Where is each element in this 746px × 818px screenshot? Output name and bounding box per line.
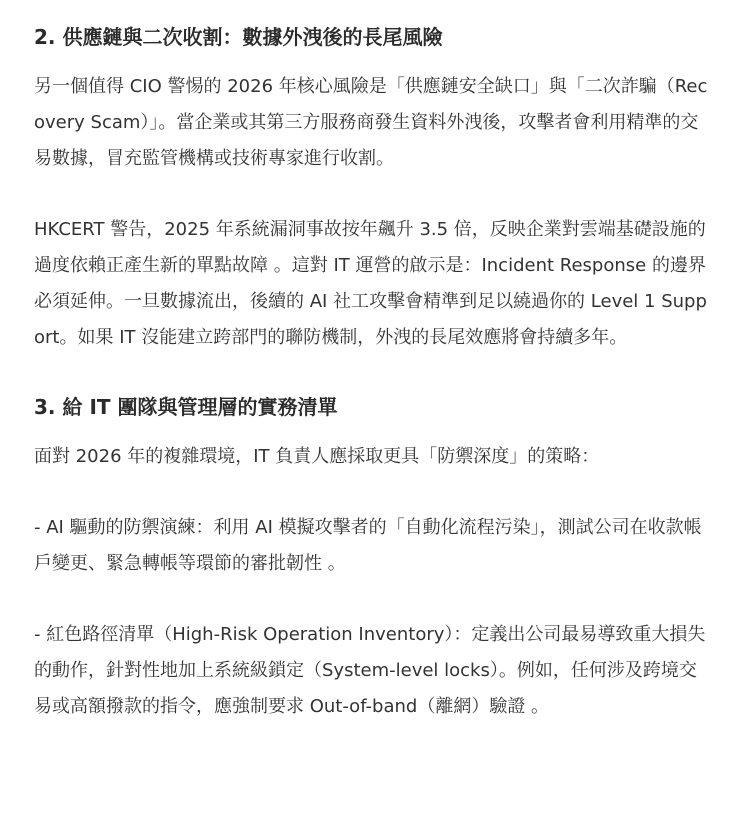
paragraph: 另一個值得 CIO 警惕的 2026 年核心風險是「供應鏈安全缺口」與「二次詐騙（Recovery Scam）」。當企業或其第三方服務商發生資料外洩後，攻擊者會利用精準的交易數據，冒充監管機構或技術專家進行收割。 [34, 76, 708, 169]
section-heading: 3. 給 IT 團隊與管理層的實務清單 [34, 395, 338, 419]
article-body [34, 20, 714, 725]
paragraph: 面對 2026 年的複雜環境，IT 負責人應採取更具「防禦深度」的策略： [34, 446, 600, 467]
list-item: - AI 驅動的防禦演練：利用 AI 模擬攻擊者的「自動化流程污染」，測試公司在收款帳戶變更、緊急轉帳等環節的審批韌性 。 [34, 517, 702, 574]
list-item: - 紅色路徑清單（High-Risk Operation Inventory）：定義出公司最易導致重大損失的動作，針對性地加上系統級鎖定（System-level locks）。例如，任何涉及跨境交易或高額撥款的指令，應強制要求 Out-of-band（離網）驗證 。 [34, 624, 706, 717]
section-heading: 2. 供應鏈與二次收割：數據外洩後的長尾風險 [34, 25, 443, 49]
paragraph: HKCERT 警告，2025 年系統漏洞事故按年飆升 3.5 倍，反映企業對雲端基礎設施的過度依賴正產生新的單點故障 。這對 IT 運營的啟示是：Incident Response 的邊界必須延伸。一旦數據流出，後續的 AI 社工攻擊會精準到足以繞過你的 Level 1 Support。如果 IT 沒能建立跨部門的聯防機制，外洩的長尾效應將會持續多年。 [34, 219, 707, 348]
